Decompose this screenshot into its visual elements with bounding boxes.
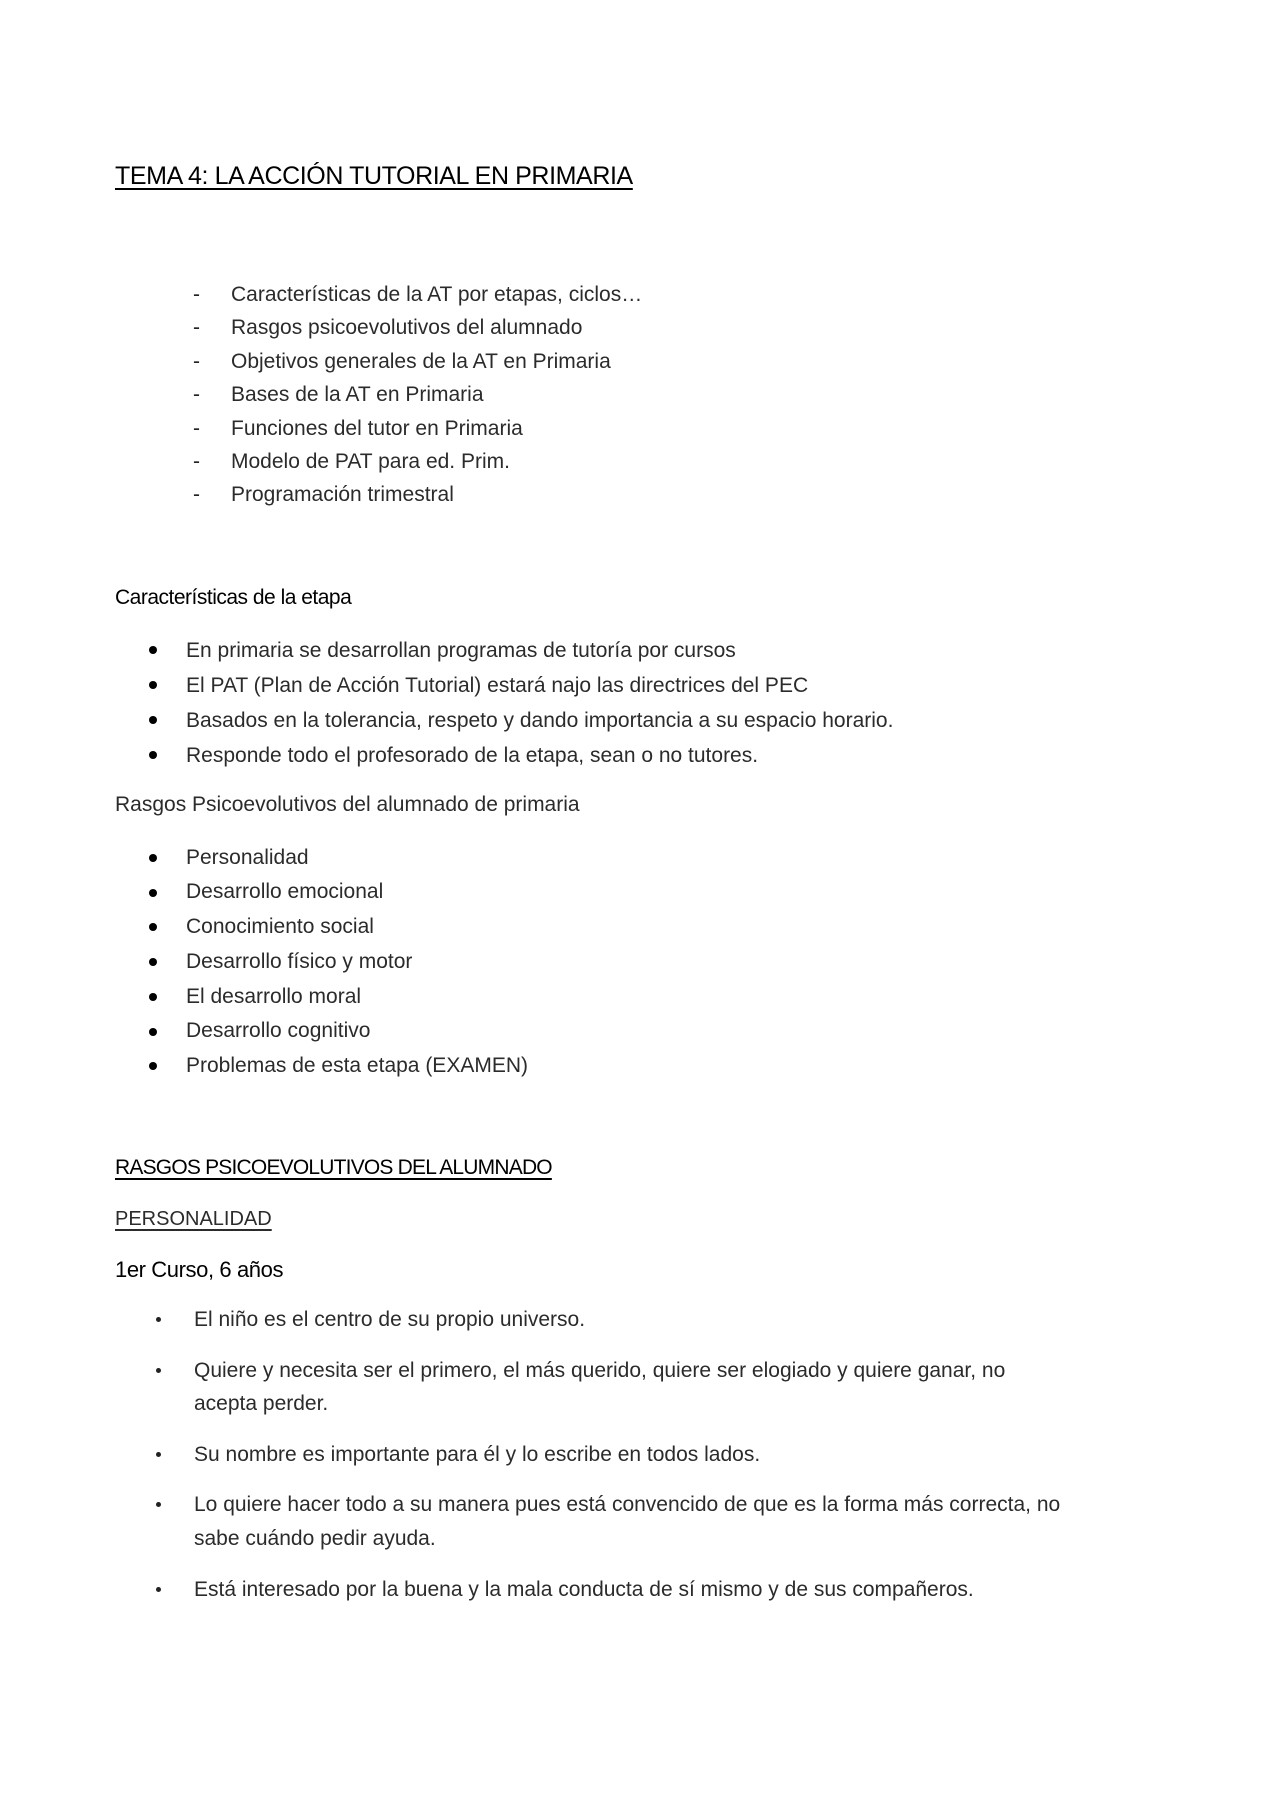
list-item-text: Responde todo el profesorado de la etapa, sean o no tutores. [186, 743, 759, 767]
list-item-line: El niño es el centro de su propio universo. [194, 1308, 586, 1331]
dash-bullet: - [193, 349, 200, 373]
list-item [0, 1488, 1280, 1555]
bullet-dot-icon [149, 681, 157, 689]
list-item-line: sabe cuándo pedir ayuda. [194, 1526, 436, 1550]
bullet-dot-icon [156, 1587, 161, 1592]
list-item-text: Bases de la AT en Primaria [231, 383, 484, 407]
bullet-dot-icon [149, 646, 157, 654]
list-item-text: Basados en la tolerancia, respeto y dando importancia a su espacio horario. [186, 708, 894, 732]
etapa-heading: Características de la etapa [115, 586, 352, 609]
list-item [0, 345, 1280, 378]
dash-bullet: - [193, 449, 200, 473]
list-item [0, 1014, 1280, 1049]
list-item [0, 980, 1280, 1015]
list-item-text: Rasgos psicoevolutivos del alumnado [231, 316, 583, 340]
rasgos-bullet-list [0, 841, 1280, 1084]
list-item [0, 1354, 1280, 1421]
bullet-dot-icon [156, 1317, 161, 1322]
topic-outline-list [0, 278, 1280, 512]
bullet-dot-icon [149, 751, 157, 759]
bullet-dot-icon [156, 1502, 161, 1507]
list-item [0, 841, 1280, 876]
list-item-text: Características de la AT por etapas, ciclos… [231, 283, 643, 306]
bullet-dot-icon [149, 923, 157, 931]
list-item [0, 478, 1280, 511]
list-item-text: Desarrollo emocional [186, 880, 384, 904]
list-item [0, 445, 1280, 478]
bullet-dot-icon [149, 716, 157, 724]
list-item-line: Está interesado por la buena y la mala conducta de sí mismo y de sus compañeros. [194, 1577, 974, 1601]
etapa-bullet-list [0, 633, 1280, 773]
list-item [0, 945, 1280, 980]
dash-bullet: - [193, 316, 200, 340]
personalidad-bullet-list [0, 1303, 1280, 1623]
section-heading: RASGOS PSICOEVOLUTIVOS DEL ALUMNADO [115, 1156, 552, 1179]
list-item [0, 703, 1280, 738]
list-item-text: Programación trimestral [231, 483, 454, 507]
list-item [0, 311, 1280, 344]
list-item [0, 1438, 1280, 1471]
list-item-line: acepta perder. [194, 1392, 329, 1416]
list-item-text: En primaria se desarrollan programas de tutoría por cursos [186, 638, 736, 662]
list-item-text: Objetivos generales de la AT en Primaria [231, 349, 611, 373]
list-item-text: Desarrollo cognitivo [186, 1019, 371, 1043]
section-subheading: PERSONALIDAD [115, 1208, 272, 1230]
list-item [0, 1049, 1280, 1084]
course-heading: 1er Curso, 6 años [115, 1257, 284, 1282]
list-item-text: Modelo de PAT para ed. Prim. [231, 449, 510, 473]
dash-bullet: - [193, 283, 200, 306]
list-item-text: Funciones del tutor en Primaria [231, 416, 523, 440]
bullet-dot-icon [149, 889, 157, 897]
list-item [0, 668, 1280, 703]
document-title: TEMA 4: LA ACCIÓN TUTORIAL EN PRIMARIA [115, 162, 633, 190]
bullet-dot-icon [149, 1062, 157, 1070]
list-item-text: Desarrollo físico y motor [186, 949, 413, 973]
list-item-line: Lo quiere hacer todo a su manera pues está convencido de que es la forma más correcta, no [194, 1493, 1061, 1517]
rasgos-intro-heading: Rasgos Psicoevolutivos del alumnado de primaria [115, 793, 580, 816]
dash-bullet: - [193, 416, 200, 440]
list-item-line: Quiere y necesita ser el primero, el más querido, quiere ser elogiado y quiere ganar, no [194, 1358, 1006, 1382]
list-item [0, 875, 1280, 910]
list-item [0, 738, 1280, 773]
bullet-dot-icon [149, 854, 157, 862]
list-item [0, 412, 1280, 445]
list-item-text: El PAT (Plan de Acción Tutorial) estará najo las directrices del PEC [186, 673, 809, 697]
list-item-text: El desarrollo moral [186, 984, 362, 1008]
list-item-text: Personalidad [186, 845, 309, 869]
list-item [0, 1303, 1280, 1336]
dash-bullet: - [193, 383, 200, 407]
bullet-dot-icon [149, 993, 157, 1001]
list-item [0, 910, 1280, 945]
list-item [0, 378, 1280, 411]
list-item [0, 1573, 1280, 1606]
bullet-dot-icon [149, 958, 157, 966]
bullet-dot-icon [156, 1452, 161, 1457]
list-item-line: Su nombre es importante para él y lo escribe en todos lados. [194, 1442, 761, 1466]
list-item [0, 633, 1280, 668]
list-item [0, 278, 1280, 311]
list-item-text: Problemas de esta etapa (EXAMEN) [186, 1054, 528, 1078]
list-item-text: Conocimiento social [186, 915, 374, 939]
bullet-dot-icon [149, 1028, 157, 1036]
dash-bullet: - [193, 483, 200, 507]
bullet-dot-icon [156, 1368, 161, 1373]
